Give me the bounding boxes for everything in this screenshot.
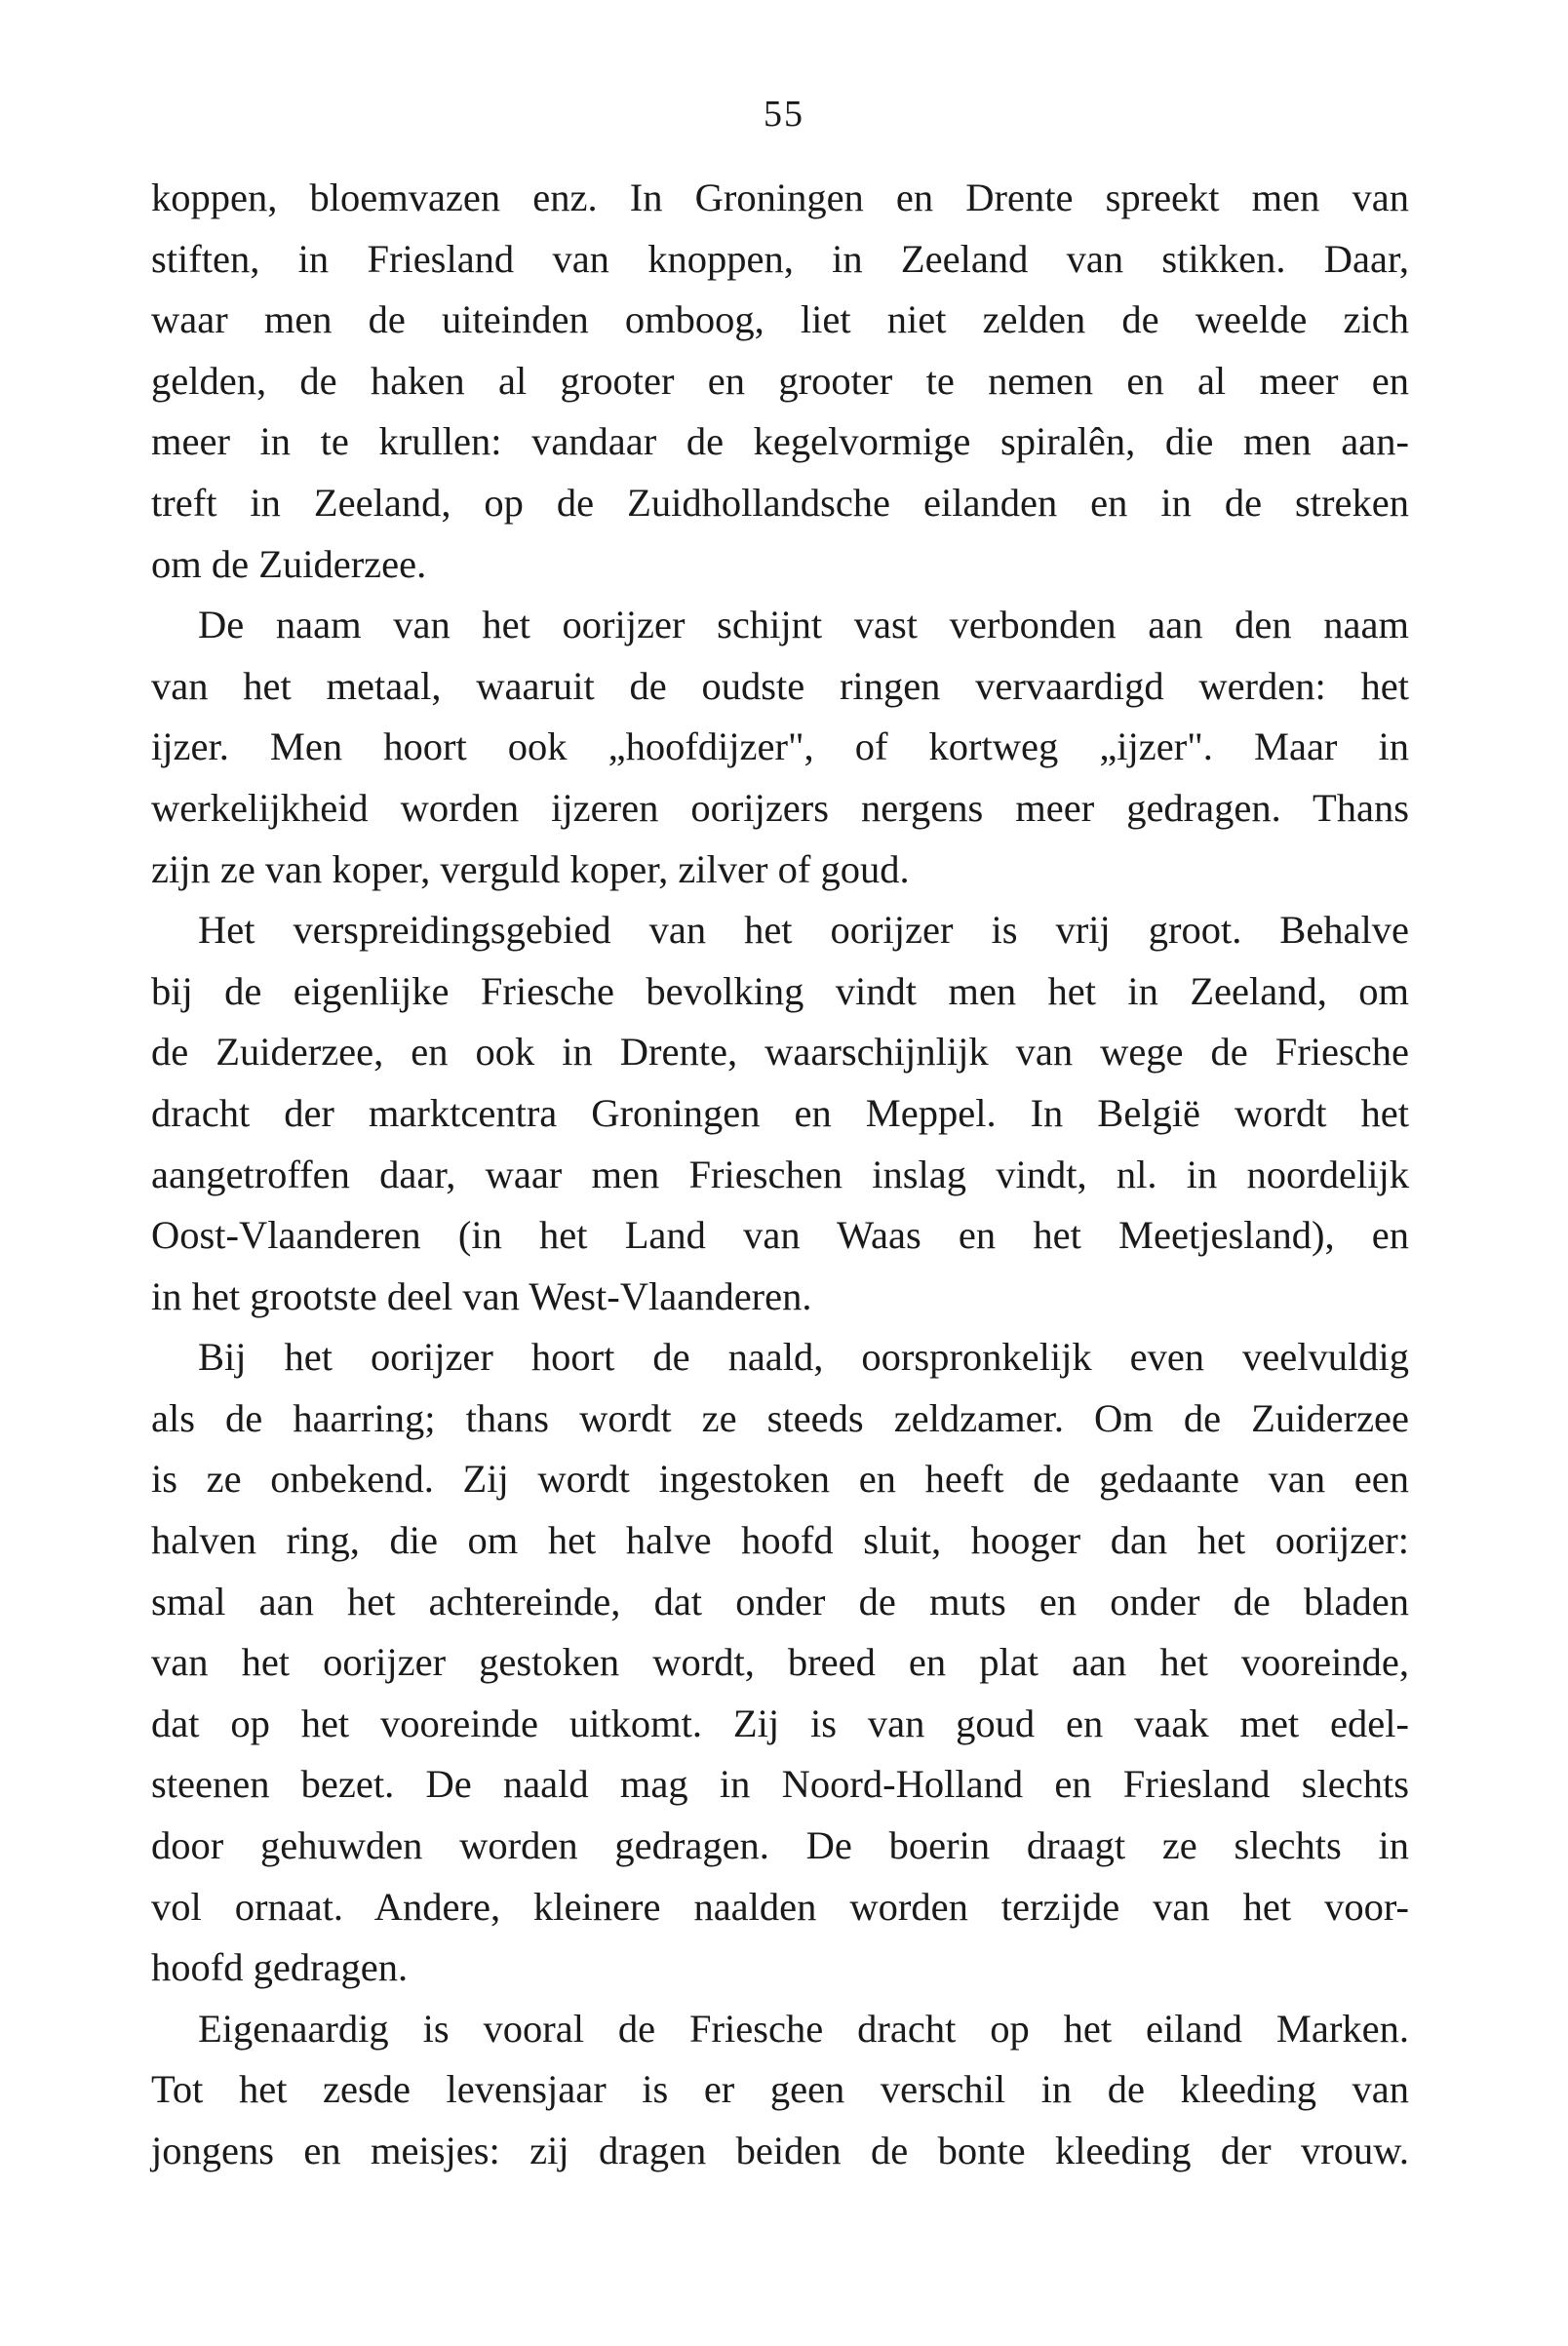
text-line: om de Zuiderzee. — [151, 541, 427, 586]
paragraph-3 — [151, 900, 1409, 1327]
text-line: de Zuiderzee, en ook in Drente, waarschijnlijk van wege de Friesche — [151, 1030, 1409, 1075]
text-line: steenen bezet. De naald mag in Noord-Holland en Friesland slechts — [151, 1762, 1409, 1807]
paragraph-5 — [151, 1999, 1409, 2182]
text-line: waar men de uiteinden omboog, liet niet zelden de weelde zich — [151, 297, 1409, 342]
text-line: treft in Zeeland, op de Zuidhollandsche eilanden en in de streken — [151, 480, 1409, 525]
text-line: aangetroffen daar, waar men Frieschen inslag vindt, nl. in noordelijk — [151, 1152, 1409, 1196]
text-line: Eigenaardig is vooral de Friesche dracht op het eiland Marken. — [198, 2006, 1409, 2051]
text-line: als de haarring; thans wordt ze steeds zeldzamer. Om de Zuiderzee — [151, 1395, 1409, 1440]
text-line: Oost-Vlaanderen (in het Land van Waas en het Meetjesland), en — [151, 1213, 1409, 1258]
text-line: van het oorijzer gestoken wordt, breed en plat aan het vooreinde, — [151, 1640, 1409, 1685]
text-line: koppen, bloemvazen enz. In Groningen en Drente spreekt men van — [151, 176, 1409, 219]
paragraph-4 — [151, 1327, 1409, 1999]
text-line: smal aan het achtereinde, dat onder de muts en onder de bladen — [151, 1579, 1409, 1623]
text-line: vol ornaat. Andere, kleinere naalden worden terzijde van het voor- — [151, 1884, 1409, 1929]
text-line: Bij het oorijzer hoort de naald, oorspronkelijk even veelvuldig — [198, 1335, 1409, 1380]
page-number: 55 — [764, 94, 804, 135]
text-line: ijzer. Men hoort ook „hoofdijzer", of kortweg „ijzer". Maar in — [151, 724, 1409, 769]
text-line: werkelijkheid worden ijzeren oorijzers nergens meer gedragen. Thans — [151, 785, 1409, 830]
body-text — [151, 168, 1409, 2182]
text-line: halven ring, die om het halve hoofd sluit, hooger dan het oorijzer: — [151, 1518, 1409, 1563]
text-line: Tot het zesde levensjaar is er geen verschil in de kleeding van — [151, 2067, 1409, 2112]
text-line: De naam van het oorijzer schijnt vast verbonden aan den naam — [198, 603, 1409, 647]
text-line: Het verspreidingsgebied van het oorijzer is vrij groot. Behalve — [198, 908, 1409, 953]
text-line: door gehuwden worden gedragen. De boerin draagt ze slechts in — [151, 1823, 1409, 1868]
text-line: is ze onbekend. Zij wordt ingestoken en heeft de gedaante van een — [151, 1457, 1409, 1502]
text-line: meer in te krullen: vandaar de kegelvormige spiralên, die men aan- — [151, 419, 1409, 464]
text-line: stiften, in Friesland van knoppen, in Zeeland van stikken. Daar, — [151, 236, 1409, 281]
paragraph-1 — [151, 168, 1409, 595]
paragraph-2 — [151, 595, 1409, 900]
text-line: dracht der marktcentra Groningen en Meppel. In België wordt het — [151, 1090, 1409, 1135]
text-line: in het grootste deel van West-Vlaanderen. — [151, 1273, 812, 1318]
text-line: hoofd gedragen. — [151, 1945, 409, 1990]
text-line: dat op het vooreinde uitkomt. Zij is van goud en vaak met edel- — [151, 1701, 1409, 1745]
text-line: zijn ze van koper, verguld koper, zilver of goud. — [151, 846, 910, 891]
text-line: bij de eigenlijke Friesche bevolking vindt men het in Zeeland, om — [151, 968, 1409, 1013]
text-line: van het metaal, waaruit de oudste ringen vervaardigd werden: het — [151, 663, 1409, 708]
text-line: gelden, de haken al grooter en grooter te nemen en al meer en — [151, 358, 1409, 403]
text-line: jongens en meisjes: zij dragen beiden de bonte kleeding der vrouw. — [151, 2129, 1409, 2172]
